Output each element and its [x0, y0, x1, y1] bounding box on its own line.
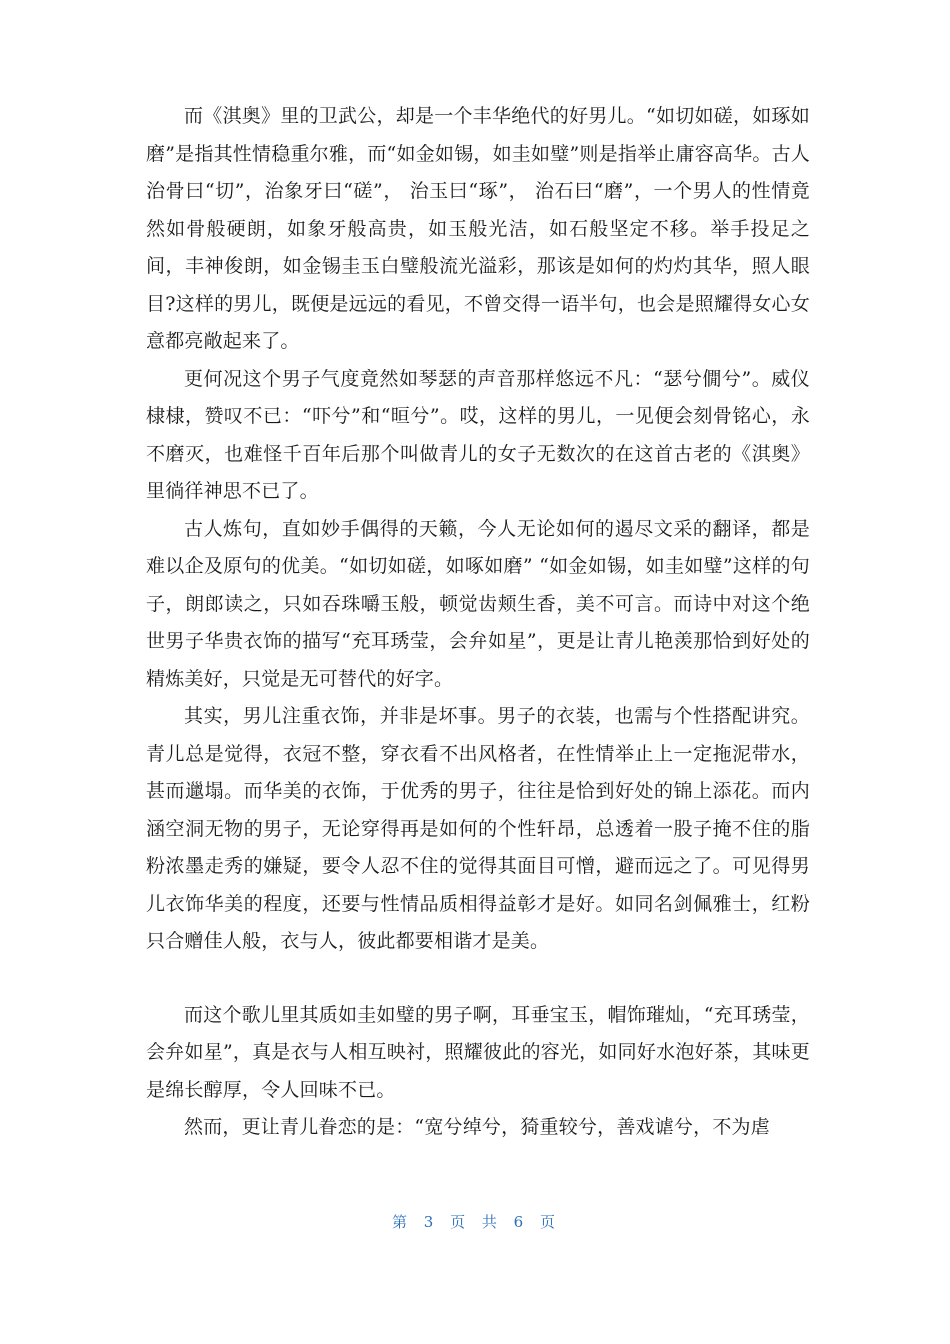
paragraph-4: 其实，男儿注重衣饰，并非是坏事。男子的衣装，也需与个性搭配讲究。青儿总是觉得，衣冠不整，穿衣看不出风格者，在性情举止上一定拖泥带水，甚而邋塌。而华美的衣饰，于优秀的男子，往往是恰到好处的锦上添花。而内涵空洞无物的男子，无论穿得再是如何的个性轩昂，总透着一股子掩不住的脂粉浓墨走秀的嫌疑，要令人忍不住的觉得其面目可憎，避而远之了。可见得男儿衣饰华美的程度，还要与性情品质相得益彰才是好。如同名剑佩雅士，红粉只合赠佳人般，衣与人，彼此都要相谐才是美。 — [146, 705, 810, 952]
paragraph-spacer — [146, 961, 810, 997]
paragraph-3: 古人炼句，直如妙手偶得的天籁，今人无论如何的遏尽文采的翻译，都是难以企及原句的优美。“如切如磋，如啄如磨” “如金如锡，如圭如璧”这样的句子，朗郎读之，只如吞珠嚼玉般，顿觉齿颊生香，美不可言。而诗中对这个绝世男子华贵衣饰的描写“充耳琇莹，会弁如星”，更是让青儿艳羡那恰到好处的精炼美好，只觉是无可替代的好字。 — [146, 517, 810, 690]
paragraph-2: 更何况这个男子气度竟然如琴瑟的声音那样悠远不凡：“瑟兮僩兮”。威仪棣棣，赞叹不已：“吓兮”和“晅兮”。哎，这样的男儿，一见便会刻骨铭心，永不磨灭，也难怪千百年后那个叫做青儿的女子无数次的在这首古老的《淇奥》里徜徉神思不已了。 — [146, 367, 810, 502]
page-number-footer: 第 3 页 共 6 页 — [392, 1213, 558, 1231]
paragraph-6: 然而，更让青儿眷恋的是：“宽兮绰兮，猗重较兮，善戏谑兮，不为虐 — [184, 1116, 770, 1138]
paragraph-1: 而《淇奥》里的卫武公，却是一个丰华绝代的好男儿。“如切如磋，如琢如磨”是指其性情稳重尔雅，而“如金如锡，如圭如璧”则是指举止庸容高华。古人治骨曰“切”，治象牙曰“磋”， 治玉曰“琢”， 治石曰“磨”，一个男人的性情竟然如骨般硬朗，如象牙般高贵，如玉般光洁，如石般坚定不移。举手投足之间，丰神俊朗，如金锡圭玉白璧般流光溢彩，那该是如何的灼灼其华，照人眼目?这样的男儿，既便是远远的看见，不曾交得一语半句，也会是照耀得女心女意都亮敞起来了。 — [146, 105, 810, 352]
document-body — [146, 98, 810, 1147]
paragraph-5: 而这个歌儿里其质如圭如璧的男子啊，耳垂宝玉，帽饰璀灿，“充耳琇莹，会弁如星”，真是衣与人相互映衬，照耀彼此的容光，如同好水泡好茶，其味更是绵长醇厚，令人回味不已。 — [146, 1003, 810, 1101]
